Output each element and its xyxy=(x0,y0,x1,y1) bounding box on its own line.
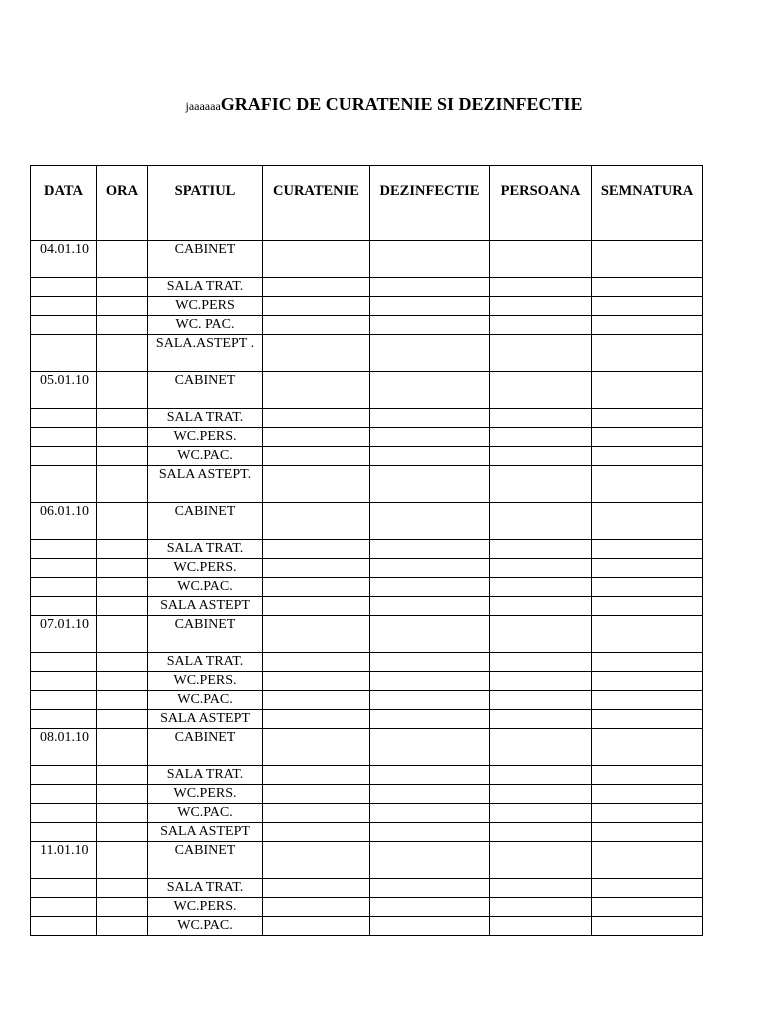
cell-date xyxy=(31,578,97,597)
cell-semnatura[interactable] xyxy=(592,578,703,597)
cell-dezinfectie[interactable] xyxy=(370,372,490,409)
cell-curatenie[interactable] xyxy=(263,653,370,672)
header-data: DATA xyxy=(31,166,97,241)
cell-date xyxy=(31,409,97,428)
cell-curatenie[interactable] xyxy=(263,710,370,729)
cell-curatenie[interactable] xyxy=(263,616,370,653)
cell-dezinfectie[interactable] xyxy=(370,691,490,710)
cell-ora[interactable] xyxy=(97,691,148,710)
cell-persoana[interactable] xyxy=(490,409,592,428)
table-row xyxy=(31,503,703,540)
table-row xyxy=(31,823,703,842)
cell-date xyxy=(31,316,97,335)
cell-semnatura[interactable] xyxy=(592,804,703,823)
table-body xyxy=(31,241,703,936)
cell-ora[interactable] xyxy=(97,804,148,823)
table-row xyxy=(31,785,703,804)
cell-space: CABINET xyxy=(148,241,263,278)
table-row xyxy=(31,842,703,879)
cell-dezinfectie[interactable] xyxy=(370,842,490,879)
cell-dezinfectie[interactable] xyxy=(370,823,490,842)
cell-ora[interactable] xyxy=(97,540,148,559)
cell-persoana[interactable] xyxy=(490,823,592,842)
header-row xyxy=(31,166,703,241)
cell-space: CABINET xyxy=(148,842,263,879)
cell-curatenie[interactable] xyxy=(263,842,370,879)
cell-semnatura[interactable] xyxy=(592,597,703,616)
cell-curatenie[interactable] xyxy=(263,917,370,936)
cell-date: 11.01.10 xyxy=(31,842,97,879)
cell-semnatura[interactable] xyxy=(592,710,703,729)
cell-persoana[interactable] xyxy=(490,278,592,297)
cell-dezinfectie[interactable] xyxy=(370,335,490,372)
cell-space: SALA TRAT. xyxy=(148,278,263,297)
cell-date: 04.01.10 xyxy=(31,241,97,278)
cell-dezinfectie[interactable] xyxy=(370,917,490,936)
cell-semnatura[interactable] xyxy=(592,691,703,710)
cell-curatenie[interactable] xyxy=(263,879,370,898)
cell-ora[interactable] xyxy=(97,241,148,278)
cell-date xyxy=(31,804,97,823)
cell-persoana[interactable] xyxy=(490,616,592,653)
cell-curatenie[interactable] xyxy=(263,297,370,316)
cell-persoana[interactable] xyxy=(490,729,592,766)
cell-dezinfectie[interactable] xyxy=(370,466,490,503)
cell-dezinfectie[interactable] xyxy=(370,297,490,316)
cell-semnatura[interactable] xyxy=(592,428,703,447)
cell-curatenie[interactable] xyxy=(263,729,370,766)
cell-persoana[interactable] xyxy=(490,842,592,879)
cell-ora[interactable] xyxy=(97,466,148,503)
cell-dezinfectie[interactable] xyxy=(370,766,490,785)
header-spatiul: SPATIUL xyxy=(148,166,263,241)
cell-semnatura[interactable] xyxy=(592,316,703,335)
cell-curatenie[interactable] xyxy=(263,316,370,335)
cell-persoana[interactable] xyxy=(490,691,592,710)
cell-curatenie[interactable] xyxy=(263,804,370,823)
table-row xyxy=(31,691,703,710)
cell-dezinfectie[interactable] xyxy=(370,616,490,653)
cell-semnatura[interactable] xyxy=(592,241,703,278)
cell-persoana[interactable] xyxy=(490,428,592,447)
cell-space: SALA TRAT. xyxy=(148,766,263,785)
cell-date xyxy=(31,917,97,936)
cell-date: 05.01.10 xyxy=(31,372,97,409)
cell-curatenie[interactable] xyxy=(263,466,370,503)
table-row xyxy=(31,917,703,936)
cell-ora[interactable] xyxy=(97,823,148,842)
cell-space: WC.PAC. xyxy=(148,691,263,710)
header-dezinfectie: DEZINFECTIE xyxy=(370,166,490,241)
cell-space: CABINET xyxy=(148,372,263,409)
cell-space: WC. PAC. xyxy=(148,316,263,335)
cell-persoana[interactable] xyxy=(490,372,592,409)
cell-ora[interactable] xyxy=(97,316,148,335)
table-row xyxy=(31,297,703,316)
cell-dezinfectie[interactable] xyxy=(370,672,490,691)
cell-ora[interactable] xyxy=(97,842,148,879)
cell-space: SALA ASTEPT xyxy=(148,823,263,842)
cell-date xyxy=(31,879,97,898)
cell-ora[interactable] xyxy=(97,879,148,898)
cell-curatenie[interactable] xyxy=(263,559,370,578)
cell-semnatura[interactable] xyxy=(592,785,703,804)
cell-persoana[interactable] xyxy=(490,597,592,616)
cell-date xyxy=(31,597,97,616)
cell-persoana[interactable] xyxy=(490,466,592,503)
cell-curatenie[interactable] xyxy=(263,278,370,297)
cell-persoana[interactable] xyxy=(490,540,592,559)
cell-space: WC.PAC. xyxy=(148,917,263,936)
cell-semnatura[interactable] xyxy=(592,466,703,503)
cell-ora[interactable] xyxy=(97,503,148,540)
cell-persoana[interactable] xyxy=(490,297,592,316)
table-row xyxy=(31,428,703,447)
table-row xyxy=(31,653,703,672)
cell-curatenie[interactable] xyxy=(263,766,370,785)
table-row xyxy=(31,578,703,597)
cell-persoana[interactable] xyxy=(490,316,592,335)
table-row xyxy=(31,316,703,335)
cell-semnatura[interactable] xyxy=(592,729,703,766)
cell-semnatura[interactable] xyxy=(592,616,703,653)
cell-space: CABINET xyxy=(148,729,263,766)
cell-ora[interactable] xyxy=(97,917,148,936)
cell-dezinfectie[interactable] xyxy=(370,409,490,428)
cell-persoana[interactable] xyxy=(490,804,592,823)
cell-semnatura[interactable] xyxy=(592,278,703,297)
cell-persoana[interactable] xyxy=(490,879,592,898)
cell-ora[interactable] xyxy=(97,335,148,372)
cell-space: SALA TRAT. xyxy=(148,879,263,898)
cell-space: SALA ASTEPT xyxy=(148,710,263,729)
cell-dezinfectie[interactable] xyxy=(370,729,490,766)
cell-space: WC.PERS. xyxy=(148,898,263,917)
table-row xyxy=(31,335,703,372)
cell-curatenie[interactable] xyxy=(263,503,370,540)
cell-persoana[interactable] xyxy=(490,785,592,804)
cell-date: 06.01.10 xyxy=(31,503,97,540)
cell-persoana[interactable] xyxy=(490,503,592,540)
cell-date xyxy=(31,297,97,316)
cell-curatenie[interactable] xyxy=(263,540,370,559)
cell-ora[interactable] xyxy=(97,297,148,316)
cell-semnatura[interactable] xyxy=(592,335,703,372)
cell-ora[interactable] xyxy=(97,766,148,785)
cell-semnatura[interactable] xyxy=(592,297,703,316)
cell-persoana[interactable] xyxy=(490,559,592,578)
cell-semnatura[interactable] xyxy=(592,823,703,842)
cell-semnatura[interactable] xyxy=(592,653,703,672)
cell-curatenie[interactable] xyxy=(263,672,370,691)
cell-space: WC.PAC. xyxy=(148,804,263,823)
cleaning-schedule-table xyxy=(30,165,703,936)
cell-date xyxy=(31,710,97,729)
table-row xyxy=(31,672,703,691)
table-row xyxy=(31,278,703,297)
header-persoana: PERSOANA xyxy=(490,166,592,241)
cell-date xyxy=(31,766,97,785)
cell-space: SALA.ASTEPT . xyxy=(148,335,263,372)
table-row xyxy=(31,447,703,466)
cell-persoana[interactable] xyxy=(490,241,592,278)
cell-date xyxy=(31,335,97,372)
cell-date xyxy=(31,466,97,503)
cell-dezinfectie[interactable] xyxy=(370,278,490,297)
cell-curatenie[interactable] xyxy=(263,691,370,710)
cell-ora[interactable] xyxy=(97,559,148,578)
cell-date xyxy=(31,559,97,578)
header-semnatura: SEMNATURA xyxy=(592,166,703,241)
cell-date xyxy=(31,823,97,842)
cell-dezinfectie[interactable] xyxy=(370,879,490,898)
cell-persoana[interactable] xyxy=(490,578,592,597)
cell-curatenie[interactable] xyxy=(263,372,370,409)
cell-space: WC.PAC. xyxy=(148,578,263,597)
cell-space: CABINET xyxy=(148,616,263,653)
cell-dezinfectie[interactable] xyxy=(370,241,490,278)
cell-date xyxy=(31,428,97,447)
cell-date xyxy=(31,785,97,804)
cell-space: WC.PERS. xyxy=(148,428,263,447)
cell-date: 07.01.10 xyxy=(31,616,97,653)
table-row xyxy=(31,804,703,823)
cell-dezinfectie[interactable] xyxy=(370,597,490,616)
cell-ora[interactable] xyxy=(97,672,148,691)
cell-dezinfectie[interactable] xyxy=(370,316,490,335)
cell-semnatura[interactable] xyxy=(592,898,703,917)
cell-curatenie[interactable] xyxy=(263,428,370,447)
cell-ora[interactable] xyxy=(97,447,148,466)
table-row xyxy=(31,241,703,278)
cell-space: SALA TRAT. xyxy=(148,409,263,428)
cell-date xyxy=(31,447,97,466)
table-row xyxy=(31,710,703,729)
cell-space: SALA TRAT. xyxy=(148,653,263,672)
header-ora: ORA xyxy=(97,166,148,241)
cell-ora[interactable] xyxy=(97,729,148,766)
cell-curatenie[interactable] xyxy=(263,597,370,616)
cell-curatenie[interactable] xyxy=(263,578,370,597)
cell-semnatura[interactable] xyxy=(592,766,703,785)
cell-ora[interactable] xyxy=(97,653,148,672)
table-row xyxy=(31,372,703,409)
cell-dezinfectie[interactable] xyxy=(370,428,490,447)
cell-space: WC.PERS xyxy=(148,297,263,316)
table-row xyxy=(31,766,703,785)
cell-persoana[interactable] xyxy=(490,766,592,785)
cell-semnatura[interactable] xyxy=(592,447,703,466)
cell-ora[interactable] xyxy=(97,898,148,917)
cell-curatenie[interactable] xyxy=(263,823,370,842)
cell-dezinfectie[interactable] xyxy=(370,653,490,672)
cell-semnatura[interactable] xyxy=(592,842,703,879)
cell-dezinfectie[interactable] xyxy=(370,898,490,917)
cell-space: SALA TRAT. xyxy=(148,540,263,559)
cell-semnatura[interactable] xyxy=(592,409,703,428)
cell-dezinfectie[interactable] xyxy=(370,559,490,578)
cell-curatenie[interactable] xyxy=(263,785,370,804)
cell-persoana[interactable] xyxy=(490,335,592,372)
document-title xyxy=(0,94,768,115)
cell-date xyxy=(31,278,97,297)
cell-dezinfectie[interactable] xyxy=(370,578,490,597)
cell-semnatura[interactable] xyxy=(592,503,703,540)
title-main: GRAFIC DE CURATENIE SI DEZINFECTIE xyxy=(220,94,583,114)
cell-ora[interactable] xyxy=(97,578,148,597)
cell-ora[interactable] xyxy=(97,409,148,428)
cell-date xyxy=(31,898,97,917)
cell-semnatura[interactable] xyxy=(592,672,703,691)
cell-date xyxy=(31,653,97,672)
table-row xyxy=(31,879,703,898)
cell-ora[interactable] xyxy=(97,597,148,616)
cell-ora[interactable] xyxy=(97,616,148,653)
cell-space: WC.PERS. xyxy=(148,559,263,578)
cell-semnatura[interactable] xyxy=(592,917,703,936)
cell-curatenie[interactable] xyxy=(263,447,370,466)
table-row xyxy=(31,409,703,428)
table-row xyxy=(31,898,703,917)
table-row xyxy=(31,466,703,503)
cell-space: SALA ASTEPT xyxy=(148,597,263,616)
cell-curatenie[interactable] xyxy=(263,898,370,917)
cell-ora[interactable] xyxy=(97,278,148,297)
cell-curatenie[interactable] xyxy=(263,409,370,428)
table-row xyxy=(31,559,703,578)
cell-ora[interactable] xyxy=(97,710,148,729)
cell-semnatura[interactable] xyxy=(592,372,703,409)
cell-space: WC.PERS. xyxy=(148,672,263,691)
cell-dezinfectie[interactable] xyxy=(370,710,490,729)
cell-curatenie[interactable] xyxy=(263,241,370,278)
cell-persoana[interactable] xyxy=(490,447,592,466)
cell-semnatura[interactable] xyxy=(592,879,703,898)
cell-space: CABINET xyxy=(148,503,263,540)
cell-space: WC.PAC. xyxy=(148,447,263,466)
cell-persoana[interactable] xyxy=(490,917,592,936)
cell-semnatura[interactable] xyxy=(592,540,703,559)
cell-space: SALA ASTEPT. xyxy=(148,466,263,503)
cell-persoana[interactable] xyxy=(490,710,592,729)
header-curatenie: CURATENIE xyxy=(263,166,370,241)
cell-dezinfectie[interactable] xyxy=(370,804,490,823)
table-row xyxy=(31,597,703,616)
cell-date: 08.01.10 xyxy=(31,729,97,766)
table-row xyxy=(31,729,703,766)
table-row xyxy=(31,616,703,653)
cell-date xyxy=(31,672,97,691)
cell-semnatura[interactable] xyxy=(592,559,703,578)
cell-dezinfectie[interactable] xyxy=(370,447,490,466)
cell-dezinfectie[interactable] xyxy=(370,540,490,559)
cell-ora[interactable] xyxy=(97,785,148,804)
cell-ora[interactable] xyxy=(97,372,148,409)
cell-dezinfectie[interactable] xyxy=(370,785,490,804)
cell-date xyxy=(31,691,97,710)
cell-space: WC.PERS. xyxy=(148,785,263,804)
title-prefix: jaaaaaa xyxy=(185,99,221,113)
cell-persoana[interactable] xyxy=(490,672,592,691)
table-row xyxy=(31,540,703,559)
cell-dezinfectie[interactable] xyxy=(370,503,490,540)
cell-curatenie[interactable] xyxy=(263,335,370,372)
cell-ora[interactable] xyxy=(97,428,148,447)
cell-persoana[interactable] xyxy=(490,898,592,917)
cell-persoana[interactable] xyxy=(490,653,592,672)
cell-date xyxy=(31,540,97,559)
